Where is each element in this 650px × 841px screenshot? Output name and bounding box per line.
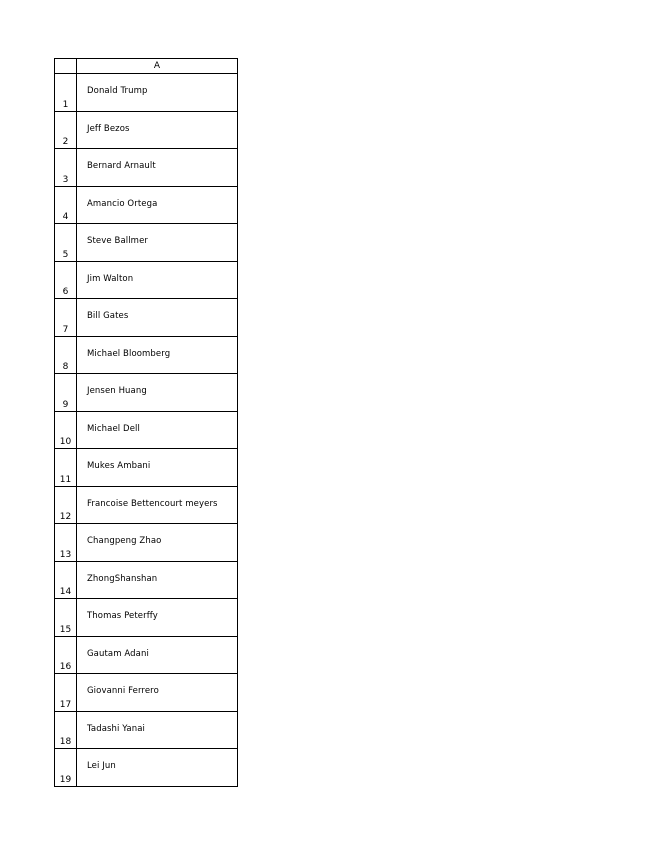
table-row <box>55 674 238 712</box>
cell-a[interactable]: Francoise Bettencourt meyers <box>77 486 238 524</box>
cell-a[interactable]: Donald Trump <box>77 74 238 112</box>
row-number[interactable]: 5 <box>55 224 77 262</box>
cell-a[interactable]: Thomas Peterffy <box>77 599 238 637</box>
table-row <box>55 224 238 262</box>
spreadsheet-table <box>54 58 238 787</box>
sheet-body <box>55 74 238 787</box>
cell-a[interactable]: Jensen Huang <box>77 374 238 412</box>
row-number[interactable]: 9 <box>55 374 77 412</box>
table-row <box>55 261 238 299</box>
cell-a[interactable]: Mukes Ambani <box>77 449 238 487</box>
row-number[interactable]: 6 <box>55 261 77 299</box>
row-number[interactable]: 7 <box>55 299 77 337</box>
cell-a[interactable]: Lei Jun <box>77 749 238 787</box>
table-row <box>55 636 238 674</box>
row-number[interactable]: 19 <box>55 749 77 787</box>
cell-a[interactable]: Michael Dell <box>77 411 238 449</box>
cell-a[interactable]: Michael Bloomberg <box>77 336 238 374</box>
table-row <box>55 486 238 524</box>
row-number[interactable]: 12 <box>55 486 77 524</box>
cell-a[interactable]: Steve Ballmer <box>77 224 238 262</box>
cell-a[interactable]: Changpeng Zhao <box>77 524 238 562</box>
cell-a[interactable]: Bill Gates <box>77 299 238 337</box>
row-number[interactable]: 13 <box>55 524 77 562</box>
table-row <box>55 599 238 637</box>
column-header-row <box>55 59 238 74</box>
row-number[interactable]: 1 <box>55 74 77 112</box>
row-number[interactable]: 16 <box>55 636 77 674</box>
table-row <box>55 711 238 749</box>
cell-a[interactable]: Gautam Adani <box>77 636 238 674</box>
table-row <box>55 449 238 487</box>
cell-a[interactable]: Giovanni Ferrero <box>77 674 238 712</box>
column-header-a[interactable]: A <box>77 59 238 74</box>
row-number[interactable]: 10 <box>55 411 77 449</box>
table-row <box>55 299 238 337</box>
cell-a[interactable]: ZhongShanshan <box>77 561 238 599</box>
table-row <box>55 411 238 449</box>
table-row <box>55 186 238 224</box>
row-number[interactable]: 11 <box>55 449 77 487</box>
row-number[interactable]: 15 <box>55 599 77 637</box>
table-row <box>55 111 238 149</box>
row-number[interactable]: 2 <box>55 111 77 149</box>
table-row <box>55 74 238 112</box>
row-number[interactable]: 17 <box>55 674 77 712</box>
row-number[interactable]: 8 <box>55 336 77 374</box>
table-row <box>55 149 238 187</box>
table-row <box>55 749 238 787</box>
row-number[interactable]: 3 <box>55 149 77 187</box>
row-number[interactable]: 18 <box>55 711 77 749</box>
cell-a[interactable]: Jeff Bezos <box>77 111 238 149</box>
row-number[interactable]: 14 <box>55 561 77 599</box>
cell-a[interactable]: Bernard Arnault <box>77 149 238 187</box>
cell-a[interactable]: Tadashi Yanai <box>77 711 238 749</box>
table-row <box>55 336 238 374</box>
table-row <box>55 561 238 599</box>
cell-a[interactable]: Amancio Ortega <box>77 186 238 224</box>
table-row <box>55 524 238 562</box>
table-row <box>55 374 238 412</box>
corner-cell[interactable] <box>55 59 77 74</box>
row-number[interactable]: 4 <box>55 186 77 224</box>
cell-a[interactable]: Jim Walton <box>77 261 238 299</box>
